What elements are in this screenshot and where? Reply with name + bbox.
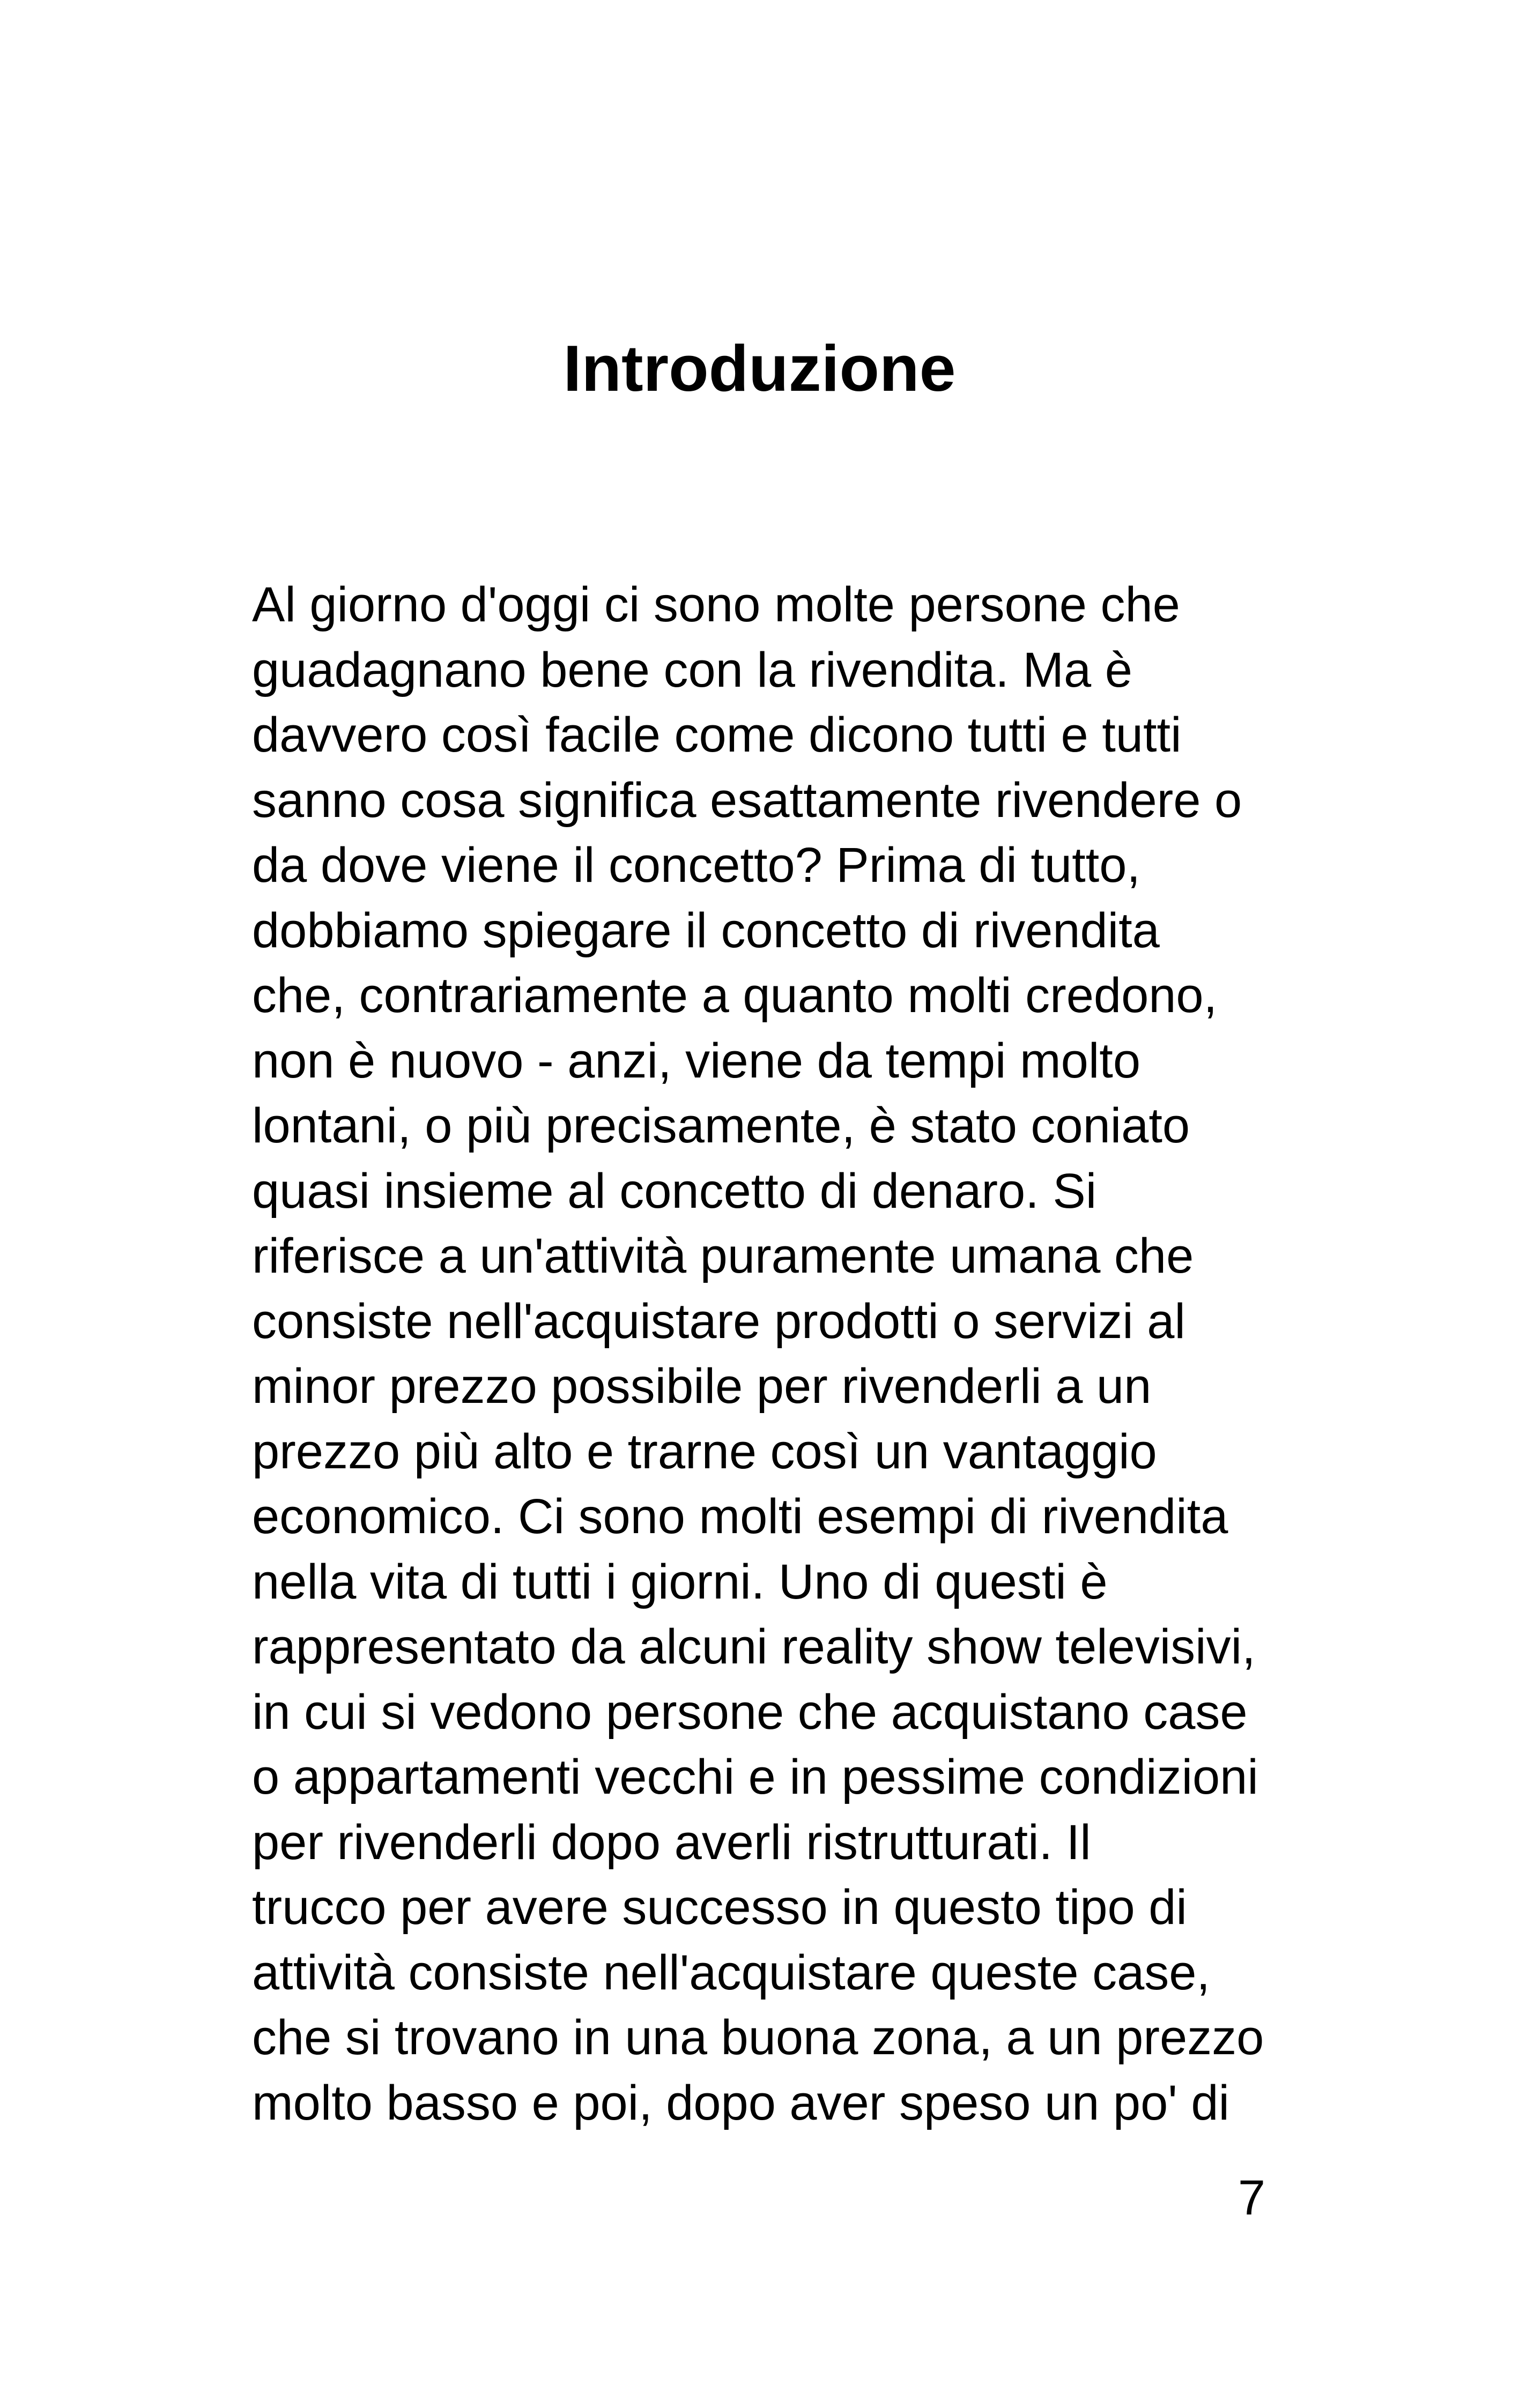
chapter-title: Introduzione xyxy=(563,332,956,405)
text-line: riferisce a un'attività puramente umana che xyxy=(252,1229,1194,1283)
text-line: economico. Ci sono molti esempi di rivendita xyxy=(252,1489,1228,1544)
body-paragraph xyxy=(252,573,1324,2136)
text-line: sanno cosa significa esattamente rivendere o xyxy=(252,772,1242,828)
text-line: davvero così facile come dicono tutti e tutti xyxy=(252,708,1182,762)
text-line: per rivenderli dopo averli ristrutturati. Il xyxy=(252,1815,1091,1870)
text-line: prezzo più alto e trarne così un vantaggio xyxy=(252,1424,1157,1479)
text-line: Al giorno d'oggi ci sono molte persone che xyxy=(252,577,1180,632)
text-line: rappresentato da alcuni reality show televisivi, xyxy=(252,1619,1256,1674)
text-line: trucco per avere successo in questo tipo di xyxy=(252,1880,1187,1935)
text-line: che, contrariamente a quanto molti credono, xyxy=(252,968,1218,1023)
text-line: lontani, o più precisamente, è stato coniato xyxy=(252,1098,1190,1153)
text-line: attività consiste nell'acquistare queste case, xyxy=(252,1945,1210,2000)
text-line: o appartamenti vecchi e in pessime condizioni xyxy=(252,1750,1258,1804)
text-line: consiste nell'acquistare prodotti o servizi al xyxy=(252,1294,1185,1349)
text-line: nella vita di tutti i giorni. Uno di questi è xyxy=(252,1554,1108,1609)
text-line: guadagnano bene con la rivendita. Ma è xyxy=(252,642,1132,697)
text-line: non è nuovo - anzi, viene da tempi molto xyxy=(252,1033,1140,1088)
text-line: dobbiamo spiegare il concetto di rivendita xyxy=(252,903,1160,958)
text-line: da dove viene il concetto? Prima di tutto, xyxy=(252,838,1140,893)
text-line: minor prezzo possibile per rivenderli a un xyxy=(252,1359,1152,1414)
page-number: 7 xyxy=(1238,2171,1265,2225)
text-line: quasi insieme al concetto di denaro. Si xyxy=(252,1163,1097,1218)
text-line: in cui si vedono persone che acquistano case xyxy=(252,1684,1248,1740)
text-line: molto basso e poi, dopo aver speso un po' di xyxy=(252,2075,1229,2130)
text-line: che si trovano in una buona zona, a un prezzo xyxy=(252,2010,1264,2065)
